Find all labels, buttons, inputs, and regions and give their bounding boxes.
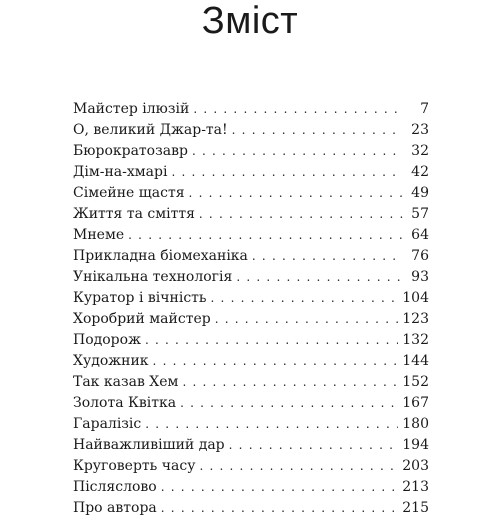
toc-entry[interactable] [73,477,429,498]
toc-entry-page-number: 23 [411,122,429,138]
toc-entry-page-number: 64 [411,227,429,243]
toc-entry[interactable] [73,288,429,309]
dot-leader [215,309,399,330]
toc-entry-title: Майстер ілюзій [73,99,193,120]
toc-entry[interactable] [73,225,429,246]
dot-leader [180,393,398,414]
dot-leader [252,246,403,267]
toc-entry-title: Мнеме [73,225,128,246]
toc-entry-page-number: 213 [402,479,429,495]
toc-entry-page-number: 7 [420,101,429,117]
toc-entry[interactable] [73,456,429,477]
toc-entry-page-number: 167 [402,395,429,411]
toc-entry-title: Подорож [73,330,145,351]
dot-leader [211,288,399,309]
toc-entry[interactable] [73,498,429,519]
toc-entry-title: О, великий Джар-та! [73,120,232,141]
toc-entry-page-number: 194 [402,437,429,453]
dot-leader [182,372,398,393]
dot-leader [161,477,399,498]
toc-entry[interactable] [73,246,429,267]
toc-entry[interactable] [73,414,429,435]
toc-entry-page-number: 57 [411,206,429,222]
dot-leader [232,120,403,141]
dot-leader [145,414,398,435]
dot-leader [236,267,403,288]
toc-list [73,99,429,519]
toc-entry-page-number: 132 [402,332,429,348]
dot-leader [192,141,403,162]
toc-entry[interactable] [73,330,429,351]
dot-leader [161,498,399,519]
toc-entry-page-number: 144 [402,353,429,369]
toc-entry-title: Післяслово [73,477,161,498]
toc-entry-title: Хоробрий майстер [73,309,215,330]
toc-entry-title: Художник [73,351,153,372]
toc-entry[interactable] [73,393,429,414]
toc-entry-title: Життя та сміття [73,204,199,225]
dot-leader [145,330,398,351]
toc-entry-title: Сімейне щастя [73,183,189,204]
toc-entry-title: Гаралізіс [73,414,145,435]
toc-entry-page-number: 49 [411,185,429,201]
toc-entry-title: Прикладна біомеханіка [73,246,252,267]
toc-entry-page-number: 215 [402,500,429,516]
toc-entry-title: Так казав Хем [73,372,182,393]
toc-entry-title: Золота Квітка [73,393,180,414]
toc-entry[interactable] [73,351,429,372]
toc-entry[interactable] [73,435,429,456]
dot-leader [199,204,403,225]
toc-entry-title: Найважливіший дар [73,435,229,456]
toc-entry[interactable] [73,120,429,141]
toc-entry-title: Бюрократозавр [73,141,192,162]
dot-leader [189,183,403,204]
dot-leader [153,351,399,372]
toc-entry[interactable] [73,141,429,162]
toc-entry[interactable] [73,267,429,288]
toc-entry[interactable] [73,183,429,204]
toc-entry-title: Куратор і вічність [73,288,211,309]
toc-entry[interactable] [73,309,429,330]
dot-leader [229,435,399,456]
toc-entry[interactable] [73,372,429,393]
toc-entry-page-number: 42 [411,164,429,180]
dot-leader [128,225,403,246]
toc-entry-page-number: 76 [411,248,429,264]
dot-leader [199,456,398,477]
page-title: Зміст [201,0,299,42]
dot-leader [193,99,403,120]
toc-entry-page-number: 180 [402,416,429,432]
toc-entry[interactable] [73,162,429,183]
toc-entry-title: Унікальна технологія [73,267,236,288]
toc-entry[interactable] [73,204,429,225]
toc-entry-title: Круговерть часу [73,456,199,477]
toc-entry-page-number: 123 [402,311,429,327]
toc-entry-page-number: 93 [411,269,429,285]
toc-entry-page-number: 104 [402,290,429,306]
toc-entry-title: Про автора [73,498,161,519]
toc-entry-page-number: 32 [411,143,429,159]
dot-leader [171,162,403,183]
toc-entry-title: Дім-на-хмарі [73,162,171,183]
toc-entry-page-number: 152 [402,374,429,390]
toc-entry-page-number: 203 [402,458,429,474]
toc-entry[interactable] [73,99,429,120]
